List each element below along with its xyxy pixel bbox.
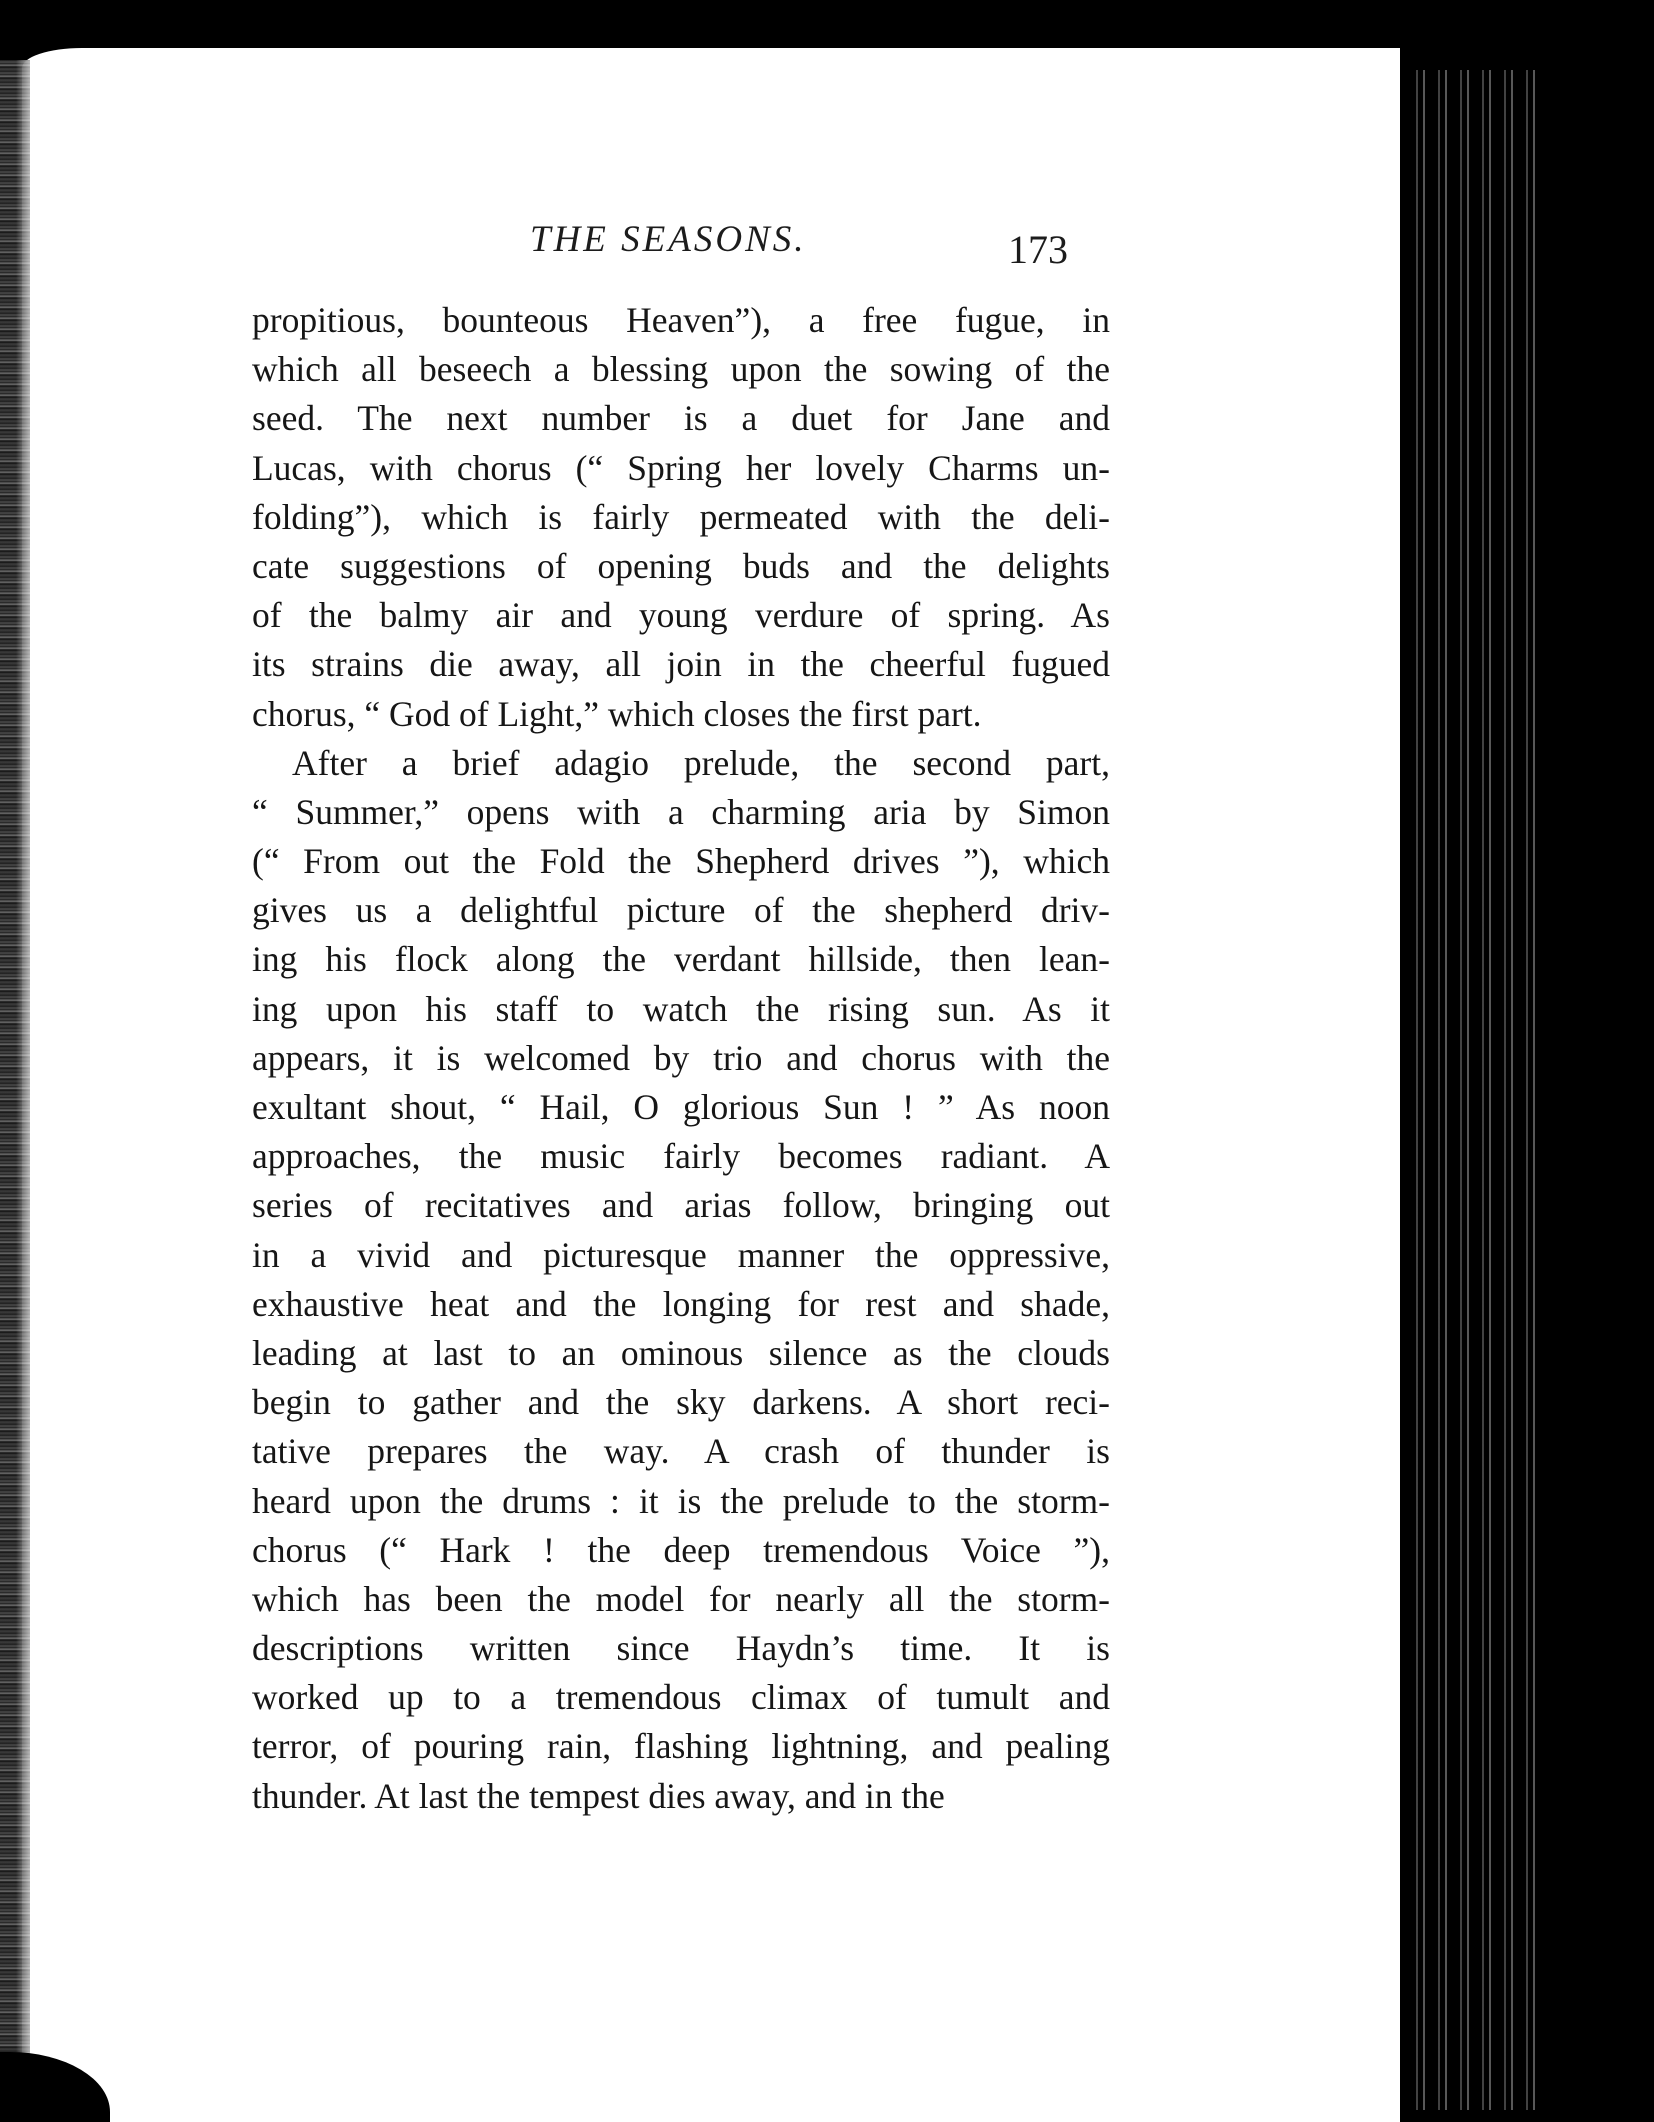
- text-line: “ Summer,” opens with a charming aria by Simon: [252, 791, 1110, 832]
- text-line: folding”), which is fairly permeated with the deli-: [252, 496, 1110, 537]
- text-line: descriptions written since Haydn’s time. It is: [252, 1628, 1110, 1669]
- text-line: chorus, “ God of Light,” which closes the first part.: [252, 693, 982, 734]
- page-number: 173: [1008, 227, 1068, 272]
- page-stack-edges: [1410, 70, 1540, 2110]
- text-line: (“ From out the Fold the Shepherd drives ”), which: [252, 841, 1110, 882]
- text-line: After a brief adagio prelude, the second part,: [292, 742, 1110, 783]
- text-line: appears, it is welcomed by trio and chorus with the: [252, 1037, 1110, 1078]
- text-line: tative prepares the way. A crash of thunder is: [252, 1431, 1110, 1472]
- text-line: exhaustive heat and the longing for rest and shade,: [252, 1283, 1110, 1324]
- text-line: leading at last to an ominous silence as the clouds: [252, 1332, 1110, 1373]
- text-line: worked up to a tremendous climax of tumult and: [252, 1677, 1110, 1718]
- page-left-edge-fade: [16, 60, 36, 2120]
- text-line: ing his flock along the verdant hillside, then lean-: [252, 939, 1110, 980]
- text-line: series of recitatives and arias follow, bringing out: [252, 1185, 1110, 1226]
- text-line: seed. The next number is a duet for Jane and: [252, 398, 1110, 439]
- text-line: chorus (“ Hark ! the deep tremendous Voice ”),: [252, 1529, 1110, 1570]
- text-line: in a vivid and picturesque manner the oppressive,: [252, 1234, 1110, 1275]
- text-line: terror, of pouring rain, flashing lightning, and pealing: [252, 1726, 1110, 1767]
- body-text: [252, 296, 1110, 1821]
- text-line: thunder. At last the tempest dies away, and in the: [252, 1775, 945, 1816]
- text-line: heard upon the drums : it is the prelude to the storm-: [252, 1480, 1110, 1521]
- running-head: THE SEASONS.: [530, 219, 807, 260]
- text-line: which has been the model for nearly all the storm-: [252, 1578, 1110, 1619]
- scan-top-border: [0, 0, 1654, 50]
- text-line: Lucas, with chorus (“ Spring her lovely Charms un-: [252, 447, 1110, 488]
- text-line: gives us a delightful picture of the shepherd driv-: [252, 890, 1110, 931]
- text-line: exultant shout, “ Hail, O glorious Sun ! ” As noon: [252, 1087, 1110, 1127]
- text-line: propitious, bounteous Heaven”), a free fugue, in: [252, 300, 1110, 340]
- text-line: which all beseech a blessing upon the sowing of the: [252, 349, 1110, 390]
- text-line: begin to gather and the sky darkens. A short reci-: [252, 1382, 1110, 1423]
- text-line: ing upon his staff to watch the rising sun. As it: [252, 988, 1110, 1029]
- text-line: of the balmy air and young verdure of spring. As: [252, 595, 1110, 636]
- text-line: its strains die away, all join in the cheerful fugued: [252, 644, 1110, 685]
- text-line: approaches, the music fairly becomes radiant. A: [252, 1136, 1110, 1177]
- text-line: cate suggestions of opening buds and the delights: [252, 545, 1110, 586]
